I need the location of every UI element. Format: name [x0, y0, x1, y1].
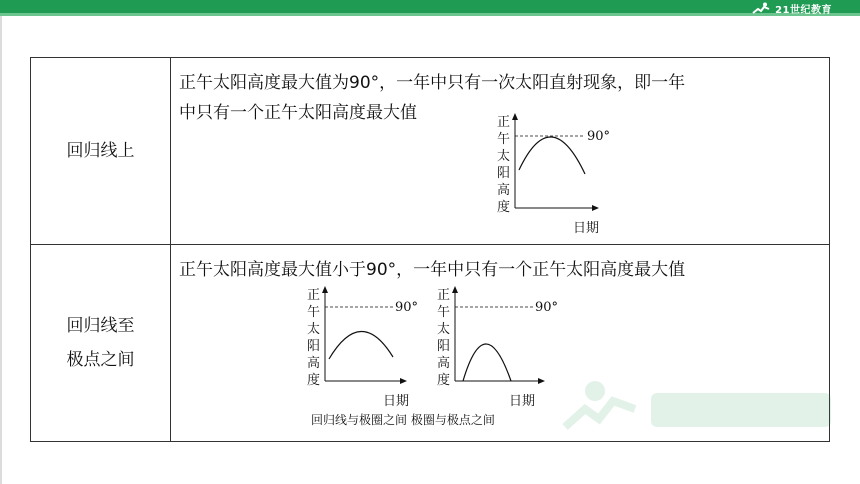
- top-banner: [0, 0, 860, 16]
- altitude-curve: [329, 331, 393, 359]
- y-axis-char: 午: [307, 305, 321, 320]
- altitude-curve: [463, 344, 511, 381]
- row-content: [171, 245, 830, 442]
- y-axis-char: 高: [307, 356, 321, 371]
- logo-text: 21世纪教育: [775, 4, 832, 16]
- y-axis-char: 度: [307, 373, 321, 388]
- row-label: [31, 245, 171, 442]
- x-axis-label: 日期: [383, 394, 410, 409]
- y-axis-char: 度: [437, 373, 451, 388]
- y-axis-char: 太: [307, 322, 321, 337]
- desc-line: 正午太阳高度最大值为90°，一年中只有一次太阳直射现象，即一年: [179, 73, 686, 93]
- y-axis-char: 度: [497, 200, 511, 215]
- row-label-text: 回归线上: [66, 141, 135, 161]
- desc-line: 正午太阳高度最大值小于90°，一年中只有一个正午太阳高度最大值: [179, 260, 686, 280]
- row-label: [31, 58, 171, 245]
- x-axis-label: 日期: [509, 394, 536, 409]
- x-axis-arrow: [400, 378, 407, 384]
- desc-line: 中只有一个正午太阳高度最大值: [179, 103, 417, 123]
- y-axis-char: 正: [307, 288, 321, 303]
- figure-caption: 回归线与极圈之间 极圈与极点之间: [311, 413, 495, 427]
- reference-label: 90°: [535, 300, 559, 315]
- altitude-curve: [519, 137, 585, 174]
- table-row: [31, 58, 830, 245]
- runner-icon: [750, 2, 772, 15]
- y-axis-char: 阳: [497, 166, 511, 181]
- x-axis-arrow: [592, 205, 599, 211]
- y-axis-arrow: [512, 113, 518, 120]
- y-axis-char: 太: [497, 149, 511, 164]
- x-axis-label: 日期: [573, 221, 600, 236]
- chart-tropic-to-polar-circle: [307, 286, 418, 409]
- y-axis-char: 高: [437, 356, 451, 371]
- y-axis-char: 阳: [437, 339, 451, 354]
- y-axis-char: 正: [437, 288, 451, 303]
- y-axis-char: 午: [437, 305, 451, 320]
- y-axis-arrow: [322, 286, 328, 293]
- y-axis-arrow: [452, 286, 458, 293]
- row-label-text: 极点之间: [66, 350, 135, 370]
- x-axis-arrow: [538, 378, 545, 384]
- row-label-text: 回归线至: [66, 316, 135, 336]
- brand-logo: [750, 1, 832, 15]
- y-axis-char: 高: [497, 183, 511, 198]
- y-axis-char: 午: [497, 132, 511, 147]
- left-rule: [0, 16, 2, 484]
- y-axis-char: 正: [497, 115, 511, 130]
- altitude-chart: [489, 112, 629, 238]
- banner-stripe: [0, 13, 860, 16]
- row-content: [171, 58, 830, 245]
- comparison-table: [30, 57, 830, 442]
- y-axis-char: 太: [437, 322, 451, 337]
- altitude-charts: [299, 285, 569, 411]
- reference-label: 90°: [587, 129, 611, 144]
- reference-label: 90°: [395, 300, 419, 315]
- chart-polar-circle-to-pole: [437, 286, 558, 409]
- y-axis-char: 阳: [307, 339, 321, 354]
- table-row: [31, 245, 830, 442]
- row-description: [171, 245, 829, 285]
